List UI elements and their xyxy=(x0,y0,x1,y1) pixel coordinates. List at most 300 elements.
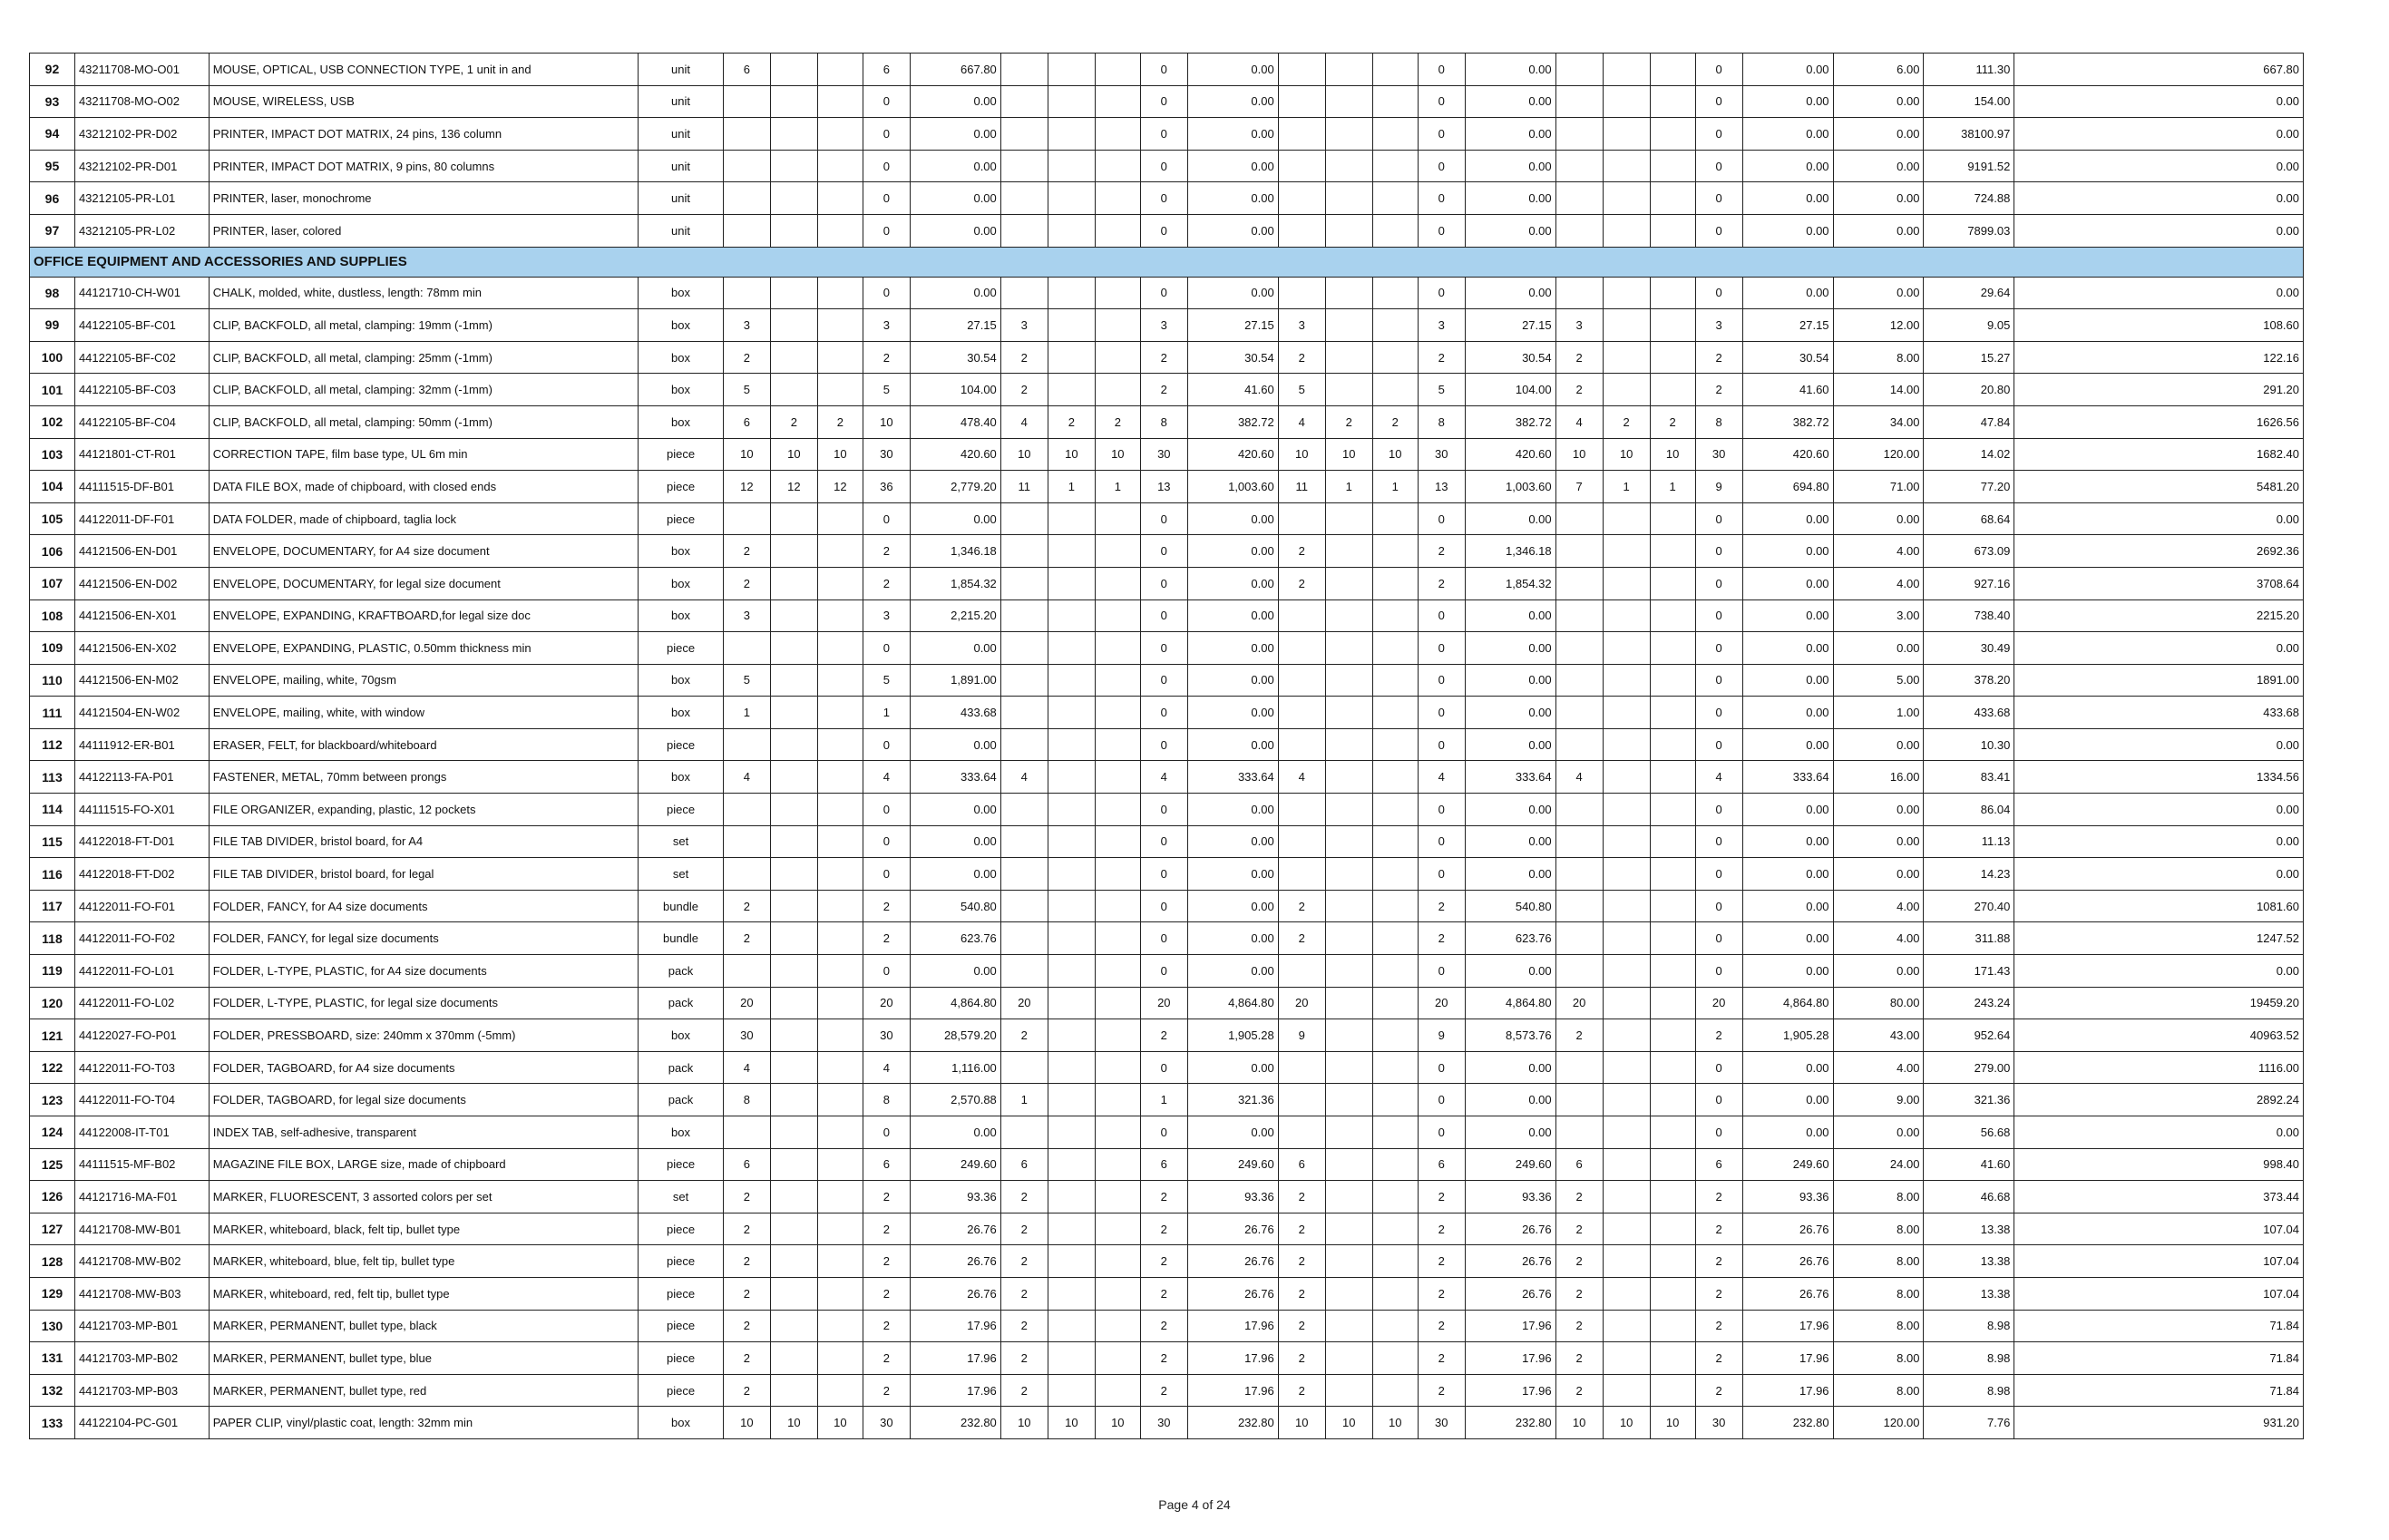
qty-cell xyxy=(1603,374,1650,406)
qty-cell xyxy=(1603,1051,1650,1084)
qty-cell xyxy=(770,1148,817,1181)
unit-price: 29.64 xyxy=(1924,277,2014,309)
qty-cell xyxy=(1555,858,1603,891)
unit: pack xyxy=(639,1084,724,1116)
unit-price: 738.40 xyxy=(1924,599,2014,632)
row-number: 108 xyxy=(30,599,75,632)
table-row xyxy=(30,632,2304,665)
qty-cell: 4 xyxy=(1278,405,1325,438)
table-row xyxy=(30,374,2304,406)
unit-price: 8.98 xyxy=(1924,1310,2014,1342)
amount-cell: 0.00 xyxy=(1742,150,1833,182)
qty-cell xyxy=(1555,1084,1603,1116)
qty-cell xyxy=(1603,1277,1650,1310)
item-description: MARKER, whiteboard, red, felt tip, bullet type xyxy=(209,1277,639,1310)
qty-total: 0 xyxy=(1695,955,1742,988)
qty-total: 20 xyxy=(863,987,910,1019)
qty-total: 6 xyxy=(1418,1148,1465,1181)
qty-cell xyxy=(1372,890,1418,922)
qty-cell xyxy=(1325,341,1372,374)
amount-cell: 17.96 xyxy=(910,1342,1000,1375)
qty-cell xyxy=(1372,341,1418,374)
qty-total: 0 xyxy=(1418,664,1465,697)
qty-cell xyxy=(1650,502,1695,535)
qty-cell: 20 xyxy=(1555,987,1603,1019)
qty-total: 2 xyxy=(1140,1342,1187,1375)
total-amount: 71.84 xyxy=(2014,1310,2304,1342)
qty-cell xyxy=(1603,664,1650,697)
total-amount: 107.04 xyxy=(2014,1245,2304,1278)
unit: piece xyxy=(639,1245,724,1278)
qty-cell xyxy=(1325,1148,1372,1181)
qty-total: 0 xyxy=(863,85,910,118)
qty-cell xyxy=(1372,277,1418,309)
qty-cell xyxy=(1325,85,1372,118)
qty-cell xyxy=(1650,1019,1695,1052)
qty-cell xyxy=(770,1116,817,1149)
qty-cell: 3 xyxy=(1278,309,1325,342)
qty-cell xyxy=(1278,1084,1325,1116)
total-quantity: 43.00 xyxy=(1833,1019,1924,1052)
qty-cell xyxy=(1325,1051,1372,1084)
qty-cell: 2 xyxy=(723,567,770,599)
total-amount: 931.20 xyxy=(2014,1407,2304,1439)
qty-cell: 2 xyxy=(723,922,770,955)
qty-cell xyxy=(770,1277,817,1310)
amount-cell: 0.00 xyxy=(1742,1084,1833,1116)
item-description: ENVELOPE, DOCUMENTARY, for legal size document xyxy=(209,567,639,599)
row-number: 92 xyxy=(30,54,75,86)
qty-cell xyxy=(1278,825,1325,858)
row-number: 116 xyxy=(30,858,75,891)
qty-cell xyxy=(1603,150,1650,182)
row-number: 101 xyxy=(30,374,75,406)
qty-total: 2 xyxy=(1140,341,1187,374)
qty-total: 0 xyxy=(1140,277,1187,309)
total-quantity: 1.00 xyxy=(1833,697,1924,729)
qty-cell xyxy=(1278,54,1325,86)
qty-cell xyxy=(817,341,863,374)
qty-cell xyxy=(1048,728,1095,761)
qty-total: 0 xyxy=(863,794,910,826)
qty-cell xyxy=(1603,825,1650,858)
total-quantity: 0.00 xyxy=(1833,1116,1924,1149)
qty-total: 9 xyxy=(1418,1019,1465,1052)
item-code: 43212102-PR-D02 xyxy=(74,118,209,151)
qty-cell xyxy=(1650,697,1695,729)
row-number: 95 xyxy=(30,150,75,182)
qty-total: 0 xyxy=(1140,955,1187,988)
qty-total: 2 xyxy=(1418,567,1465,599)
qty-cell xyxy=(1555,502,1603,535)
qty-cell: 2 xyxy=(1325,405,1372,438)
qty-cell: 30 xyxy=(723,1019,770,1052)
row-number: 131 xyxy=(30,1342,75,1375)
amount-cell: 0.00 xyxy=(1465,85,1555,118)
amount-cell: 27.15 xyxy=(910,309,1000,342)
qty-cell xyxy=(1325,955,1372,988)
qty-cell xyxy=(1555,150,1603,182)
qty-cell xyxy=(1555,955,1603,988)
qty-cell xyxy=(1555,728,1603,761)
total-amount: 1116.00 xyxy=(2014,1051,2304,1084)
qty-cell: 10 xyxy=(1048,1407,1095,1439)
qty-cell xyxy=(1278,632,1325,665)
qty-cell xyxy=(1555,85,1603,118)
qty-cell xyxy=(1603,1342,1650,1375)
amount-cell: 333.64 xyxy=(1187,761,1278,794)
qty-cell xyxy=(723,1116,770,1149)
qty-cell xyxy=(1372,1181,1418,1213)
qty-total: 0 xyxy=(1140,794,1187,826)
qty-cell xyxy=(1650,1245,1695,1278)
qty-cell xyxy=(1325,1374,1372,1407)
qty-cell xyxy=(817,54,863,86)
qty-total: 0 xyxy=(1695,118,1742,151)
unit: piece xyxy=(639,1277,724,1310)
qty-cell: 7 xyxy=(1555,471,1603,503)
amount-cell: 420.60 xyxy=(1187,438,1278,471)
qty-total: 0 xyxy=(1418,697,1465,729)
qty-cell xyxy=(1048,309,1095,342)
unit-price: 952.64 xyxy=(1924,1019,2014,1052)
qty-cell xyxy=(1048,1051,1095,1084)
qty-cell xyxy=(1095,1116,1140,1149)
qty-cell xyxy=(1000,599,1048,632)
item-description: PAPER CLIP, vinyl/plastic coat, length: 32mm min xyxy=(209,1407,639,1439)
qty-cell xyxy=(1325,599,1372,632)
unit: unit xyxy=(639,214,724,247)
amount-cell: 26.76 xyxy=(1742,1245,1833,1278)
unit: piece xyxy=(639,1342,724,1375)
amount-cell: 382.72 xyxy=(1187,405,1278,438)
unit-price: 15.27 xyxy=(1924,341,2014,374)
qty-cell xyxy=(1603,922,1650,955)
total-amount: 0.00 xyxy=(2014,182,2304,215)
unit: box xyxy=(639,1407,724,1439)
qty-total: 0 xyxy=(1695,794,1742,826)
qty-cell xyxy=(1095,309,1140,342)
unit: box xyxy=(639,1116,724,1149)
unit: pack xyxy=(639,987,724,1019)
item-description: MOUSE, WIRELESS, USB xyxy=(209,85,639,118)
item-code: 44122105-BF-C02 xyxy=(74,341,209,374)
qty-cell xyxy=(1555,890,1603,922)
total-amount: 0.00 xyxy=(2014,794,2304,826)
qty-total: 0 xyxy=(1695,858,1742,891)
amount-cell: 321.36 xyxy=(1187,1084,1278,1116)
qty-cell xyxy=(770,858,817,891)
qty-cell xyxy=(1000,567,1048,599)
table-row xyxy=(30,341,2304,374)
qty-total: 0 xyxy=(1695,277,1742,309)
qty-cell xyxy=(1555,632,1603,665)
qty-cell xyxy=(1095,502,1140,535)
total-quantity: 6.00 xyxy=(1833,54,1924,86)
amount-cell: 1,905.28 xyxy=(1187,1019,1278,1052)
qty-cell xyxy=(1000,825,1048,858)
qty-cell: 2 xyxy=(723,1181,770,1213)
table-row xyxy=(30,1374,2304,1407)
amount-cell: 17.96 xyxy=(1187,1374,1278,1407)
amount-cell: 2,570.88 xyxy=(910,1084,1000,1116)
item-code: 44122027-FO-P01 xyxy=(74,1019,209,1052)
item-description: MARKER, whiteboard, black, felt tip, bullet type xyxy=(209,1213,639,1245)
qty-total: 2 xyxy=(1140,1374,1187,1407)
table-row xyxy=(30,922,2304,955)
qty-cell: 2 xyxy=(1278,1342,1325,1375)
item-description: CLIP, BACKFOLD, all metal, clamping: 19mm (-1mm) xyxy=(209,309,639,342)
item-description: FILE ORGANIZER, expanding, plastic, 12 pockets xyxy=(209,794,639,826)
amount-cell: 0.00 xyxy=(1465,150,1555,182)
qty-total: 2 xyxy=(1418,890,1465,922)
qty-cell: 10 xyxy=(1095,1407,1140,1439)
qty-cell xyxy=(770,1019,817,1052)
unit-price: 8.98 xyxy=(1924,1342,2014,1375)
unit-price: 30.49 xyxy=(1924,632,2014,665)
row-number: 125 xyxy=(30,1148,75,1181)
row-number: 110 xyxy=(30,664,75,697)
qty-cell: 3 xyxy=(723,309,770,342)
amount-cell: 478.40 xyxy=(910,405,1000,438)
qty-cell xyxy=(1278,1116,1325,1149)
qty-cell xyxy=(1603,535,1650,568)
qty-cell xyxy=(1000,664,1048,697)
amount-cell: 26.76 xyxy=(910,1277,1000,1310)
amount-cell: 1,905.28 xyxy=(1742,1019,1833,1052)
table-row xyxy=(30,1342,2304,1375)
qty-cell xyxy=(1095,85,1140,118)
item-code: 44122105-BF-C01 xyxy=(74,309,209,342)
table-body xyxy=(30,54,2304,1439)
row-number: 119 xyxy=(30,955,75,988)
unit-price: 433.68 xyxy=(1924,697,2014,729)
qty-cell xyxy=(1650,1310,1695,1342)
amount-cell: 26.76 xyxy=(1187,1245,1278,1278)
qty-cell xyxy=(1048,1245,1095,1278)
qty-cell xyxy=(1603,761,1650,794)
qty-cell: 2 xyxy=(1095,405,1140,438)
qty-cell xyxy=(1278,858,1325,891)
item-description: FOLDER, L-TYPE, PLASTIC, for A4 size documents xyxy=(209,955,639,988)
qty-cell: 10 xyxy=(770,438,817,471)
table-row xyxy=(30,1245,2304,1278)
qty-cell: 4 xyxy=(723,761,770,794)
qty-cell xyxy=(1603,1374,1650,1407)
amount-cell: 0.00 xyxy=(1465,794,1555,826)
qty-total: 6 xyxy=(863,1148,910,1181)
table-row xyxy=(30,728,2304,761)
qty-cell xyxy=(1000,955,1048,988)
qty-total: 2 xyxy=(1418,1374,1465,1407)
qty-total: 2 xyxy=(1418,535,1465,568)
qty-cell xyxy=(723,85,770,118)
amount-cell: 26.76 xyxy=(1187,1213,1278,1245)
amount-cell: 17.96 xyxy=(910,1310,1000,1342)
amount-cell: 0.00 xyxy=(1187,664,1278,697)
qty-cell xyxy=(1048,955,1095,988)
qty-cell xyxy=(1325,858,1372,891)
qty-cell xyxy=(1325,664,1372,697)
qty-cell xyxy=(1555,664,1603,697)
total-amount: 2215.20 xyxy=(2014,599,2304,632)
amount-cell: 0.00 xyxy=(1465,728,1555,761)
amount-cell: 0.00 xyxy=(1742,182,1833,215)
amount-cell: 232.80 xyxy=(1187,1407,1278,1439)
qty-cell xyxy=(1325,794,1372,826)
qty-cell: 2 xyxy=(817,405,863,438)
total-quantity: 5.00 xyxy=(1833,664,1924,697)
qty-cell xyxy=(1048,1277,1095,1310)
amount-cell: 1,854.32 xyxy=(1465,567,1555,599)
amount-cell: 0.00 xyxy=(910,150,1000,182)
qty-cell xyxy=(1000,1116,1048,1149)
qty-total: 2 xyxy=(863,1213,910,1245)
qty-cell xyxy=(1048,1116,1095,1149)
qty-cell xyxy=(1048,632,1095,665)
qty-total: 2 xyxy=(863,890,910,922)
qty-total: 0 xyxy=(1140,890,1187,922)
qty-cell xyxy=(817,118,863,151)
qty-total: 2 xyxy=(1418,1245,1465,1278)
qty-cell xyxy=(1325,1084,1372,1116)
qty-cell xyxy=(770,794,817,826)
qty-cell xyxy=(770,309,817,342)
item-code: 44122105-BF-C03 xyxy=(74,374,209,406)
qty-cell xyxy=(723,277,770,309)
amount-cell: 0.00 xyxy=(910,858,1000,891)
qty-cell: 2 xyxy=(1603,405,1650,438)
qty-total: 0 xyxy=(1695,599,1742,632)
qty-total: 0 xyxy=(1695,890,1742,922)
qty-cell: 20 xyxy=(723,987,770,1019)
qty-total: 0 xyxy=(1695,697,1742,729)
qty-cell: 20 xyxy=(1278,987,1325,1019)
total-quantity: 4.00 xyxy=(1833,567,1924,599)
qty-cell xyxy=(1603,54,1650,86)
qty-cell xyxy=(1325,922,1372,955)
qty-total: 0 xyxy=(1418,54,1465,86)
amount-cell: 0.00 xyxy=(1742,1051,1833,1084)
qty-cell: 12 xyxy=(723,471,770,503)
amount-cell: 28,579.20 xyxy=(910,1019,1000,1052)
qty-cell xyxy=(770,1374,817,1407)
qty-total: 2 xyxy=(1418,1342,1465,1375)
total-quantity: 14.00 xyxy=(1833,374,1924,406)
row-number: 107 xyxy=(30,567,75,599)
qty-total: 6 xyxy=(1140,1148,1187,1181)
row-number: 112 xyxy=(30,728,75,761)
amount-cell: 0.00 xyxy=(910,825,1000,858)
qty-cell: 11 xyxy=(1278,471,1325,503)
unit: box xyxy=(639,535,724,568)
item-description: MARKER, whiteboard, blue, felt tip, bullet type xyxy=(209,1245,639,1278)
table-row xyxy=(30,1116,2304,1149)
qty-total: 0 xyxy=(1695,664,1742,697)
item-code: 44121716-MA-F01 xyxy=(74,1181,209,1213)
qty-cell xyxy=(817,214,863,247)
qty-cell: 2 xyxy=(1278,1310,1325,1342)
table-row xyxy=(30,794,2304,826)
table-row xyxy=(30,697,2304,729)
qty-total: 0 xyxy=(863,150,910,182)
qty-cell xyxy=(1048,858,1095,891)
item-code: 44122104-PC-G01 xyxy=(74,1407,209,1439)
qty-cell xyxy=(1048,1181,1095,1213)
amount-cell: 26.76 xyxy=(1465,1213,1555,1245)
qty-cell xyxy=(1325,1019,1372,1052)
qty-cell: 2 xyxy=(1372,405,1418,438)
qty-cell: 2 xyxy=(1555,1181,1603,1213)
table-row xyxy=(30,502,2304,535)
qty-cell: 2 xyxy=(1278,1181,1325,1213)
amount-cell: 17.96 xyxy=(1742,1342,1833,1375)
qty-total: 0 xyxy=(1140,632,1187,665)
qty-total: 0 xyxy=(863,277,910,309)
item-description: PRINTER, IMPACT DOT MATRIX, 24 pins, 136 column xyxy=(209,118,639,151)
qty-cell xyxy=(1650,150,1695,182)
unit: pack xyxy=(639,955,724,988)
unit: box xyxy=(639,1019,724,1052)
item-code: 44121506-EN-X01 xyxy=(74,599,209,632)
unit-price: 111.30 xyxy=(1924,54,2014,86)
qty-cell xyxy=(1325,761,1372,794)
qty-cell xyxy=(1325,277,1372,309)
amount-cell: 17.96 xyxy=(1465,1310,1555,1342)
qty-cell xyxy=(1650,277,1695,309)
unit: pack xyxy=(639,1051,724,1084)
unit-price: 13.38 xyxy=(1924,1213,2014,1245)
qty-cell xyxy=(1095,1051,1140,1084)
qty-cell xyxy=(1372,182,1418,215)
qty-total: 0 xyxy=(1140,214,1187,247)
qty-cell: 2 xyxy=(1555,341,1603,374)
total-amount: 40963.52 xyxy=(2014,1019,2304,1052)
qty-cell xyxy=(1325,890,1372,922)
unit-price: 171.43 xyxy=(1924,955,2014,988)
qty-total: 30 xyxy=(1418,1407,1465,1439)
unit: piece xyxy=(639,1148,724,1181)
qty-cell xyxy=(1372,761,1418,794)
qty-cell xyxy=(1095,697,1140,729)
unit: unit xyxy=(639,85,724,118)
unit-price: 11.13 xyxy=(1924,825,2014,858)
qty-total: 0 xyxy=(1695,1084,1742,1116)
qty-cell xyxy=(1278,85,1325,118)
row-number: 97 xyxy=(30,214,75,247)
table-row xyxy=(30,825,2304,858)
amount-cell: 4,864.80 xyxy=(1187,987,1278,1019)
qty-total: 2 xyxy=(1695,374,1742,406)
qty-total: 2 xyxy=(863,1374,910,1407)
amount-cell: 0.00 xyxy=(1187,502,1278,535)
qty-cell xyxy=(1603,632,1650,665)
amount-cell: 249.60 xyxy=(1465,1148,1555,1181)
total-quantity: 0.00 xyxy=(1833,955,1924,988)
qty-cell xyxy=(1603,728,1650,761)
item-code: 44121703-MP-B03 xyxy=(74,1374,209,1407)
qty-cell xyxy=(1095,858,1140,891)
qty-cell: 3 xyxy=(1555,309,1603,342)
table-row xyxy=(30,118,2304,151)
qty-total: 0 xyxy=(1695,922,1742,955)
unit: box xyxy=(639,697,724,729)
qty-total: 30 xyxy=(1695,1407,1742,1439)
amount-cell: 17.96 xyxy=(1187,1342,1278,1375)
row-number: 106 xyxy=(30,535,75,568)
procurement-table xyxy=(29,53,2304,1439)
qty-cell xyxy=(1603,182,1650,215)
